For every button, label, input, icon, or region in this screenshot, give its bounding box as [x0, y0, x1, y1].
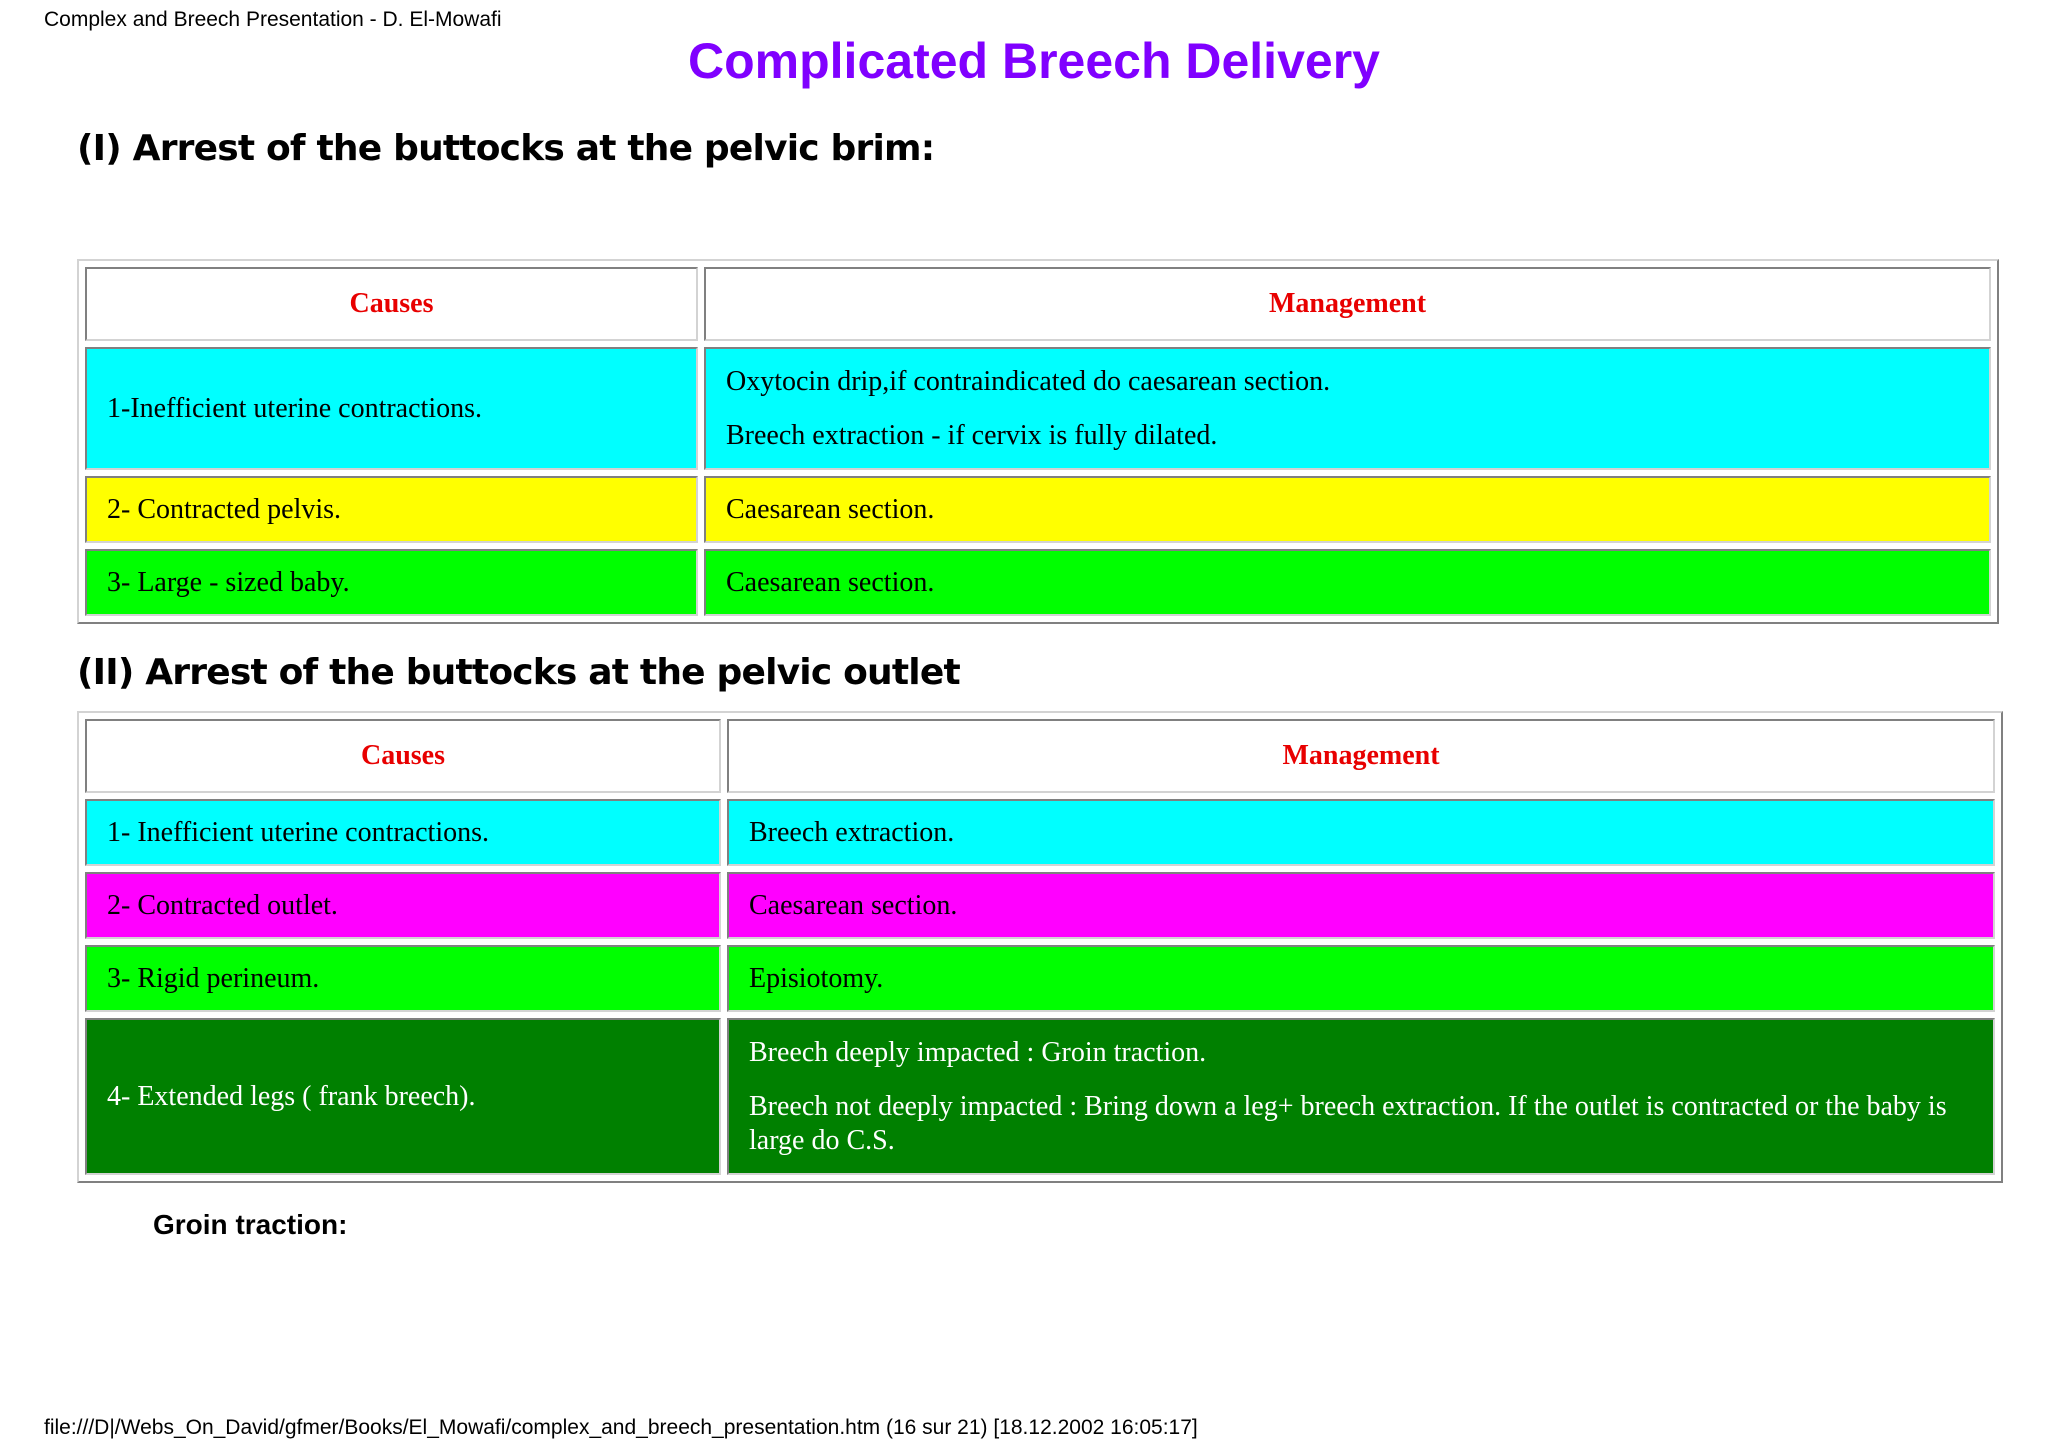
section-heading-pelvic-outlet: (II) Arrest of the buttocks at the pelvic outlet — [77, 652, 960, 693]
table-row — [85, 945, 1995, 1012]
table-row — [85, 1018, 1995, 1175]
page-title: Complicated Breech Delivery — [688, 33, 1380, 89]
column-header-causes: Causes — [85, 267, 698, 341]
cause-text: 3- Large - sized baby. — [107, 566, 350, 598]
management-cell — [727, 1018, 1995, 1175]
table-header-row — [85, 267, 1991, 341]
cause-cell — [85, 476, 698, 543]
management-cell — [727, 945, 1995, 1012]
column-header-causes: Causes — [85, 719, 721, 793]
cause-cell — [85, 799, 721, 866]
cause-text: 2- Contracted pelvis. — [107, 493, 342, 525]
column-header-management: Management — [727, 719, 1995, 793]
management-cell — [727, 799, 1995, 866]
table-row — [85, 476, 1991, 543]
cause-cell — [85, 549, 698, 616]
cause-text: 2- Contracted outlet. — [107, 889, 338, 921]
management-cell — [704, 347, 1991, 470]
groin-traction-heading: Groin traction: — [153, 1209, 348, 1240]
table-header-row — [85, 719, 1995, 793]
cause-cell — [85, 945, 721, 1012]
management-text: Caesarean section. — [726, 493, 935, 525]
cause-cell — [85, 1018, 721, 1175]
pelvic-outlet-table — [77, 711, 2003, 1183]
management-text: Caesarean section. — [749, 889, 958, 921]
cause-text: 1-Inefficient uterine contractions. — [107, 392, 482, 424]
management-text: Episiotomy. — [749, 962, 884, 994]
management-text: Oxytocin drip,if contraindicated do caesarean section. — [726, 365, 1331, 397]
cause-cell — [85, 872, 721, 939]
section-heading-pelvic-brim: (I) Arrest of the buttocks at the pelvic brim: — [77, 128, 935, 169]
table-row — [85, 799, 1995, 866]
management-text: Breech not deeply impacted : Bring down a leg+ breech extraction. If the outlet is contracted or the baby is large do C.S. — [749, 1090, 1947, 1156]
management-cell — [704, 476, 1991, 543]
management-text: Caesarean section. — [726, 566, 935, 598]
management-cell — [704, 549, 1991, 616]
management-text: Breech deeply impacted : Groin traction. — [749, 1036, 1207, 1068]
running-header: Complex and Breech Presentation - D. El-Mowafi — [44, 8, 502, 31]
cause-text: 3- Rigid perineum. — [107, 962, 320, 994]
cause-cell — [85, 347, 698, 470]
table-row — [85, 872, 1995, 939]
column-header-management: Management — [704, 267, 1991, 341]
management-text: Breech extraction - if cervix is fully dilated. — [726, 419, 1218, 451]
cause-text: 1- Inefficient uterine contractions. — [107, 816, 489, 848]
table-row — [85, 549, 1991, 616]
management-text: Breech extraction. — [749, 816, 955, 848]
table-row — [85, 347, 1991, 470]
pelvic-brim-table — [77, 259, 1999, 624]
management-cell — [727, 872, 1995, 939]
file-path-footer: file:///D|/Webs_On_David/gfmer/Books/El_Mowafi/complex_and_breech_presentation.htm (16 sur 21) [18.12.2002 16:05:17] — [44, 1416, 1198, 1439]
cause-text: 4- Extended legs ( frank breech). — [107, 1080, 476, 1112]
